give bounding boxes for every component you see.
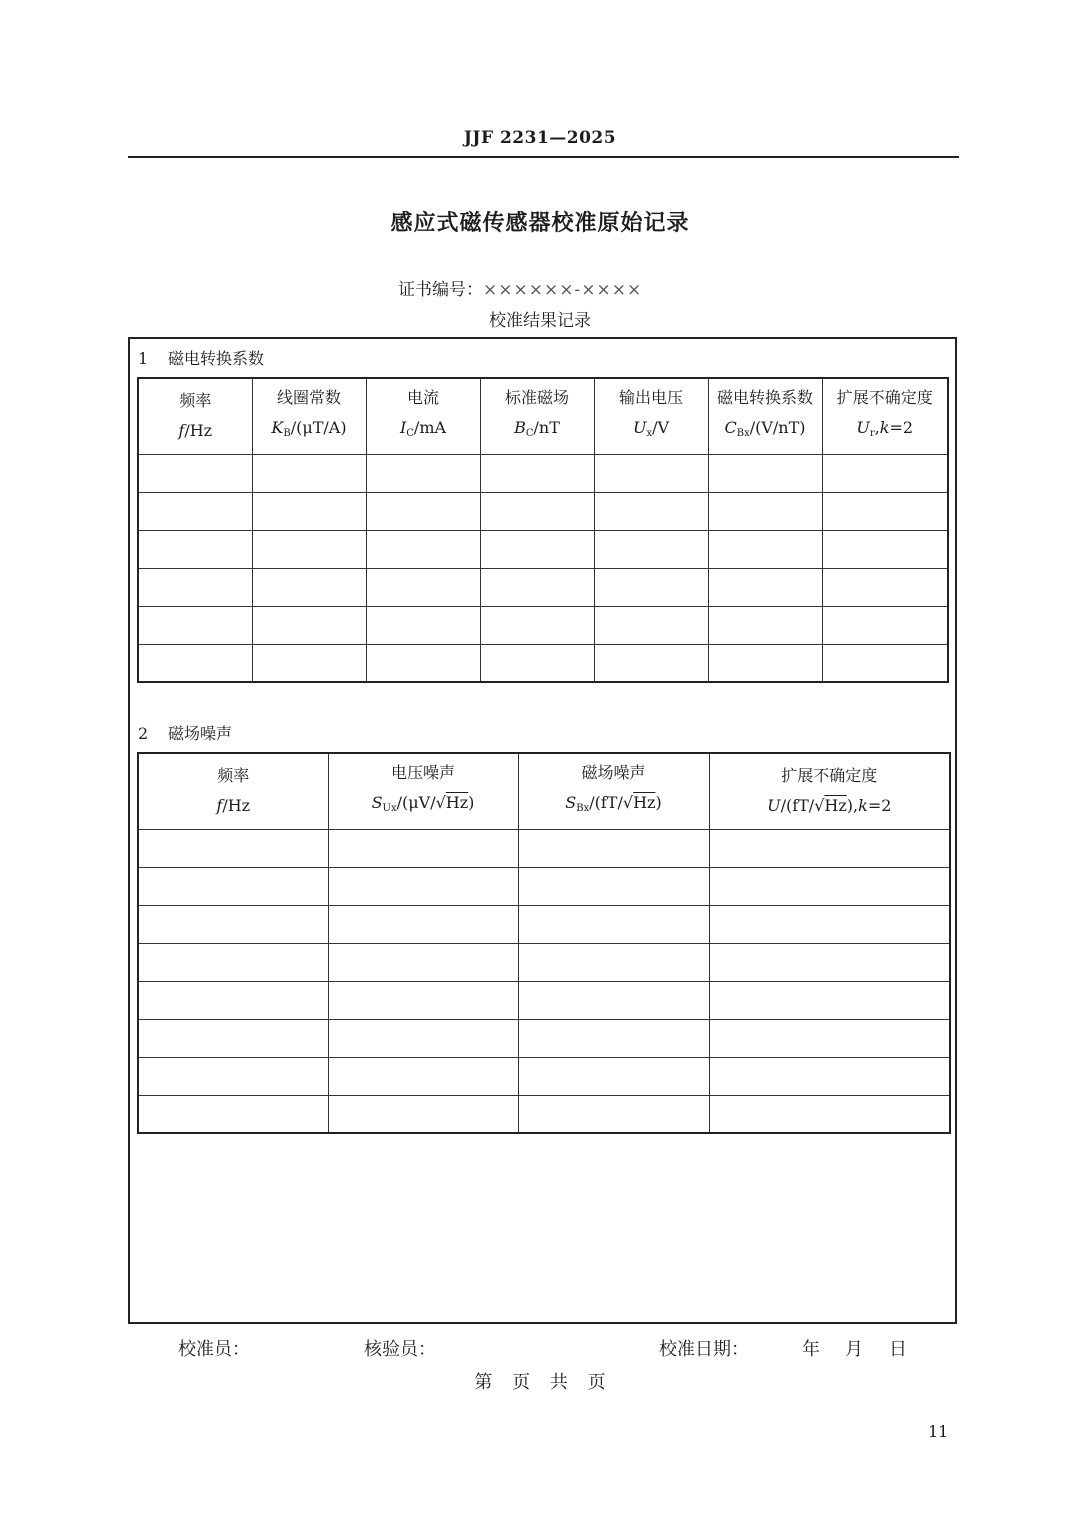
column-header [138,378,252,454]
header-row [138,378,948,454]
blank-cell[interactable] [594,492,708,530]
quantity-subscript: Bx [736,428,750,440]
quantity-symbol: f [178,421,185,441]
quantity-symbol: B [514,418,526,438]
column-name: 频率 [217,766,250,786]
blank-cell[interactable] [709,981,950,1019]
blank-cell[interactable] [366,530,480,568]
unit-text: /(μV/√ [396,793,446,813]
quantity-symbol: S [565,793,577,813]
blank-cell[interactable] [366,644,480,682]
quantity-symbol: I [399,418,407,438]
column-header [366,378,480,454]
blank-cell[interactable] [594,568,708,606]
quantity-symbol: U [632,418,647,438]
blank-cell[interactable] [138,1019,328,1057]
column-symbol-unit [139,416,252,446]
unit-radicand: Hz [824,796,847,816]
blank-cell[interactable] [518,1095,709,1133]
blank-cell[interactable] [480,606,594,644]
blank-cell[interactable] [252,530,366,568]
quantity-subscript: B [283,428,291,440]
quantity-symbol: K [271,418,284,438]
column-header [518,753,709,829]
table-row [138,981,950,1019]
blank-cell[interactable] [480,530,594,568]
unit-text: /nT [533,418,560,438]
column-symbol-unit [710,791,950,821]
standard-code: JJF 2231—2025 [463,128,617,148]
day-label: 日 [889,1339,907,1360]
blank-cell[interactable] [138,530,252,568]
unit-close: ) [468,793,475,813]
unit-text: /Hz [184,421,213,441]
column-name: 磁场噪声 [581,763,646,783]
blank-cell[interactable] [594,454,708,492]
quantity-subscript: Bx [576,803,590,815]
blank-cell[interactable] [518,943,709,981]
blank-cell[interactable] [138,568,252,606]
blank-cell[interactable] [708,606,822,644]
unit-text: , [874,418,880,438]
certificate-value: ××××××-×××× [483,280,643,300]
coverage-factor-value: =2 [889,418,914,438]
blank-cell[interactable] [518,1019,709,1057]
coverage-factor-symbol: k [879,418,890,438]
blank-cell[interactable] [709,1095,950,1133]
blank-cell[interactable] [518,1057,709,1095]
blank-cell[interactable] [138,867,328,905]
blank-cell[interactable] [822,492,948,530]
blank-cell[interactable] [328,867,518,905]
unit-text: /Hz [222,796,251,816]
blank-cell[interactable] [328,1019,518,1057]
column-symbol-unit [329,788,518,824]
blank-cell[interactable] [138,1057,328,1095]
column-name: 电压噪声 [390,763,455,783]
section2-title: 磁场噪声 [168,724,233,743]
calibration-date-label: 校准日期： [659,1339,749,1360]
blank-cell[interactable] [252,606,366,644]
column-symbol-unit [481,413,594,449]
column-name: 电流 [406,388,439,408]
blank-cell[interactable] [138,644,252,682]
table-row [138,1057,950,1095]
blank-cell[interactable] [138,606,252,644]
unit-text: /mA [413,418,447,438]
column-name: 扩展不确定度 [836,388,933,408]
blank-cell[interactable] [709,867,950,905]
blank-cell[interactable] [708,568,822,606]
column-header [708,378,822,454]
month-label: 月 [845,1339,863,1360]
blank-cell[interactable] [518,829,709,867]
blank-cell[interactable] [518,905,709,943]
results-title: 校准结果记录 [489,311,591,331]
section1-title: 磁电转换系数 [168,349,265,368]
section2-heading [138,721,232,744]
table-row [138,1095,950,1133]
column-symbol-unit [823,413,948,449]
column-symbol-unit [253,413,366,449]
blank-cell[interactable] [366,606,480,644]
quantity-symbol: S [371,793,383,813]
page-count-line: 第 页 共 页 [474,1372,606,1393]
blank-cell[interactable] [594,530,708,568]
coverage-factor-symbol: k [858,796,868,816]
column-name: 线圈常数 [276,388,341,408]
quantity-subscript: C [406,428,414,440]
blank-cell[interactable] [708,454,822,492]
blank-cell[interactable] [138,1095,328,1133]
column-name: 输出电压 [618,388,683,408]
calibrator-label: 校准员： [178,1339,250,1360]
table-row [138,454,948,492]
blank-cell[interactable] [709,1019,950,1057]
document-title: 感应式磁传感器校准原始记录 [390,210,690,236]
table-row [138,568,948,606]
blank-cell[interactable] [480,644,594,682]
conversion-coefficient-table [137,377,949,683]
blank-cell[interactable] [708,530,822,568]
page-number: 11 [928,1422,949,1441]
blank-cell[interactable] [138,829,328,867]
year-label: 年 [802,1339,820,1360]
blank-cell[interactable] [480,568,594,606]
unit-text: /(V/nT) [749,418,806,438]
blank-cell[interactable] [709,829,950,867]
blank-cell[interactable] [822,454,948,492]
blank-cell[interactable] [328,905,518,943]
unit-text: /(μT/A) [290,418,347,438]
certificate-label: 证书编号： [398,280,483,300]
blank-cell[interactable] [138,943,328,981]
unit-close: ) [655,793,662,813]
blank-cell[interactable] [138,981,328,1019]
unit-text: /(fT/√ [780,796,825,816]
blank-cell[interactable] [328,829,518,867]
quantity-subscript: r [869,428,875,440]
column-name: 标准磁场 [504,388,569,408]
blank-cell[interactable] [366,568,480,606]
table-row [138,943,950,981]
blank-cell[interactable] [328,1095,518,1133]
column-name: 磁电转换系数 [716,388,813,408]
table-row [138,606,948,644]
certificate-number [398,275,642,300]
table-row [138,1019,950,1057]
coverage-factor-value: =2 [867,796,892,816]
blank-cell[interactable] [366,492,480,530]
column-symbol-unit [709,413,822,449]
verifier-label: 核验员： [364,1339,436,1360]
quantity-subscript: x [646,428,653,440]
table-row [138,829,950,867]
column-symbol-unit [595,413,708,449]
blank-cell[interactable] [252,644,366,682]
column-header [709,753,950,829]
column-header [252,378,366,454]
blank-cell[interactable] [138,905,328,943]
header-rule [128,156,959,158]
section1-heading [138,346,264,369]
quantity-symbol: U [767,796,781,816]
blank-cell[interactable] [138,454,252,492]
quantity-subscript: C [525,428,534,440]
blank-cell[interactable] [822,530,948,568]
blank-cell[interactable] [594,644,708,682]
blank-cell[interactable] [708,644,822,682]
table-row [138,530,948,568]
section1-number: 1 [138,349,149,368]
column-header [822,378,948,454]
table-row [138,492,948,530]
blank-cell[interactable] [480,454,594,492]
header-row [138,753,950,829]
column-name: 扩展不确定度 [781,766,878,786]
blank-cell[interactable] [709,905,950,943]
column-header [328,753,518,829]
column-symbol-unit [367,413,480,449]
column-symbol-unit [519,788,709,824]
blank-cell[interactable] [328,981,518,1019]
unit-radicand: Hz [633,793,656,813]
quantity-subscript: Ux [382,803,397,815]
blank-cell[interactable] [366,454,480,492]
table-row [138,867,950,905]
quantity-symbol: C [724,418,737,438]
blank-cell[interactable] [822,644,948,682]
blank-cell[interactable] [594,606,708,644]
blank-cell[interactable] [480,492,594,530]
unit-text: /V [652,418,670,438]
unit-text: /(fT/√ [589,793,634,813]
blank-cell[interactable] [709,1057,950,1095]
blank-cell[interactable] [708,492,822,530]
blank-cell[interactable] [252,454,366,492]
blank-cell[interactable] [138,492,252,530]
column-header [480,378,594,454]
magnetic-noise-table [137,752,951,1134]
unit-radicand: Hz [445,793,469,813]
blank-cell[interactable] [328,943,518,981]
blank-cell[interactable] [252,492,366,530]
table-row [138,644,948,682]
blank-cell[interactable] [328,1057,518,1095]
blank-cell[interactable] [822,606,948,644]
blank-cell[interactable] [518,981,709,1019]
column-name: 频率 [179,391,212,411]
blank-cell[interactable] [822,568,948,606]
table-row [138,905,950,943]
quantity-symbol: U [856,418,870,438]
quantity-symbol: f [216,796,223,816]
section2-number: 2 [138,724,149,743]
column-symbol-unit [139,791,328,821]
blank-cell[interactable] [518,867,709,905]
blank-cell[interactable] [252,568,366,606]
unit-close: ), [846,796,859,816]
column-header [594,378,708,454]
column-header [138,753,328,829]
blank-cell[interactable] [709,943,950,981]
